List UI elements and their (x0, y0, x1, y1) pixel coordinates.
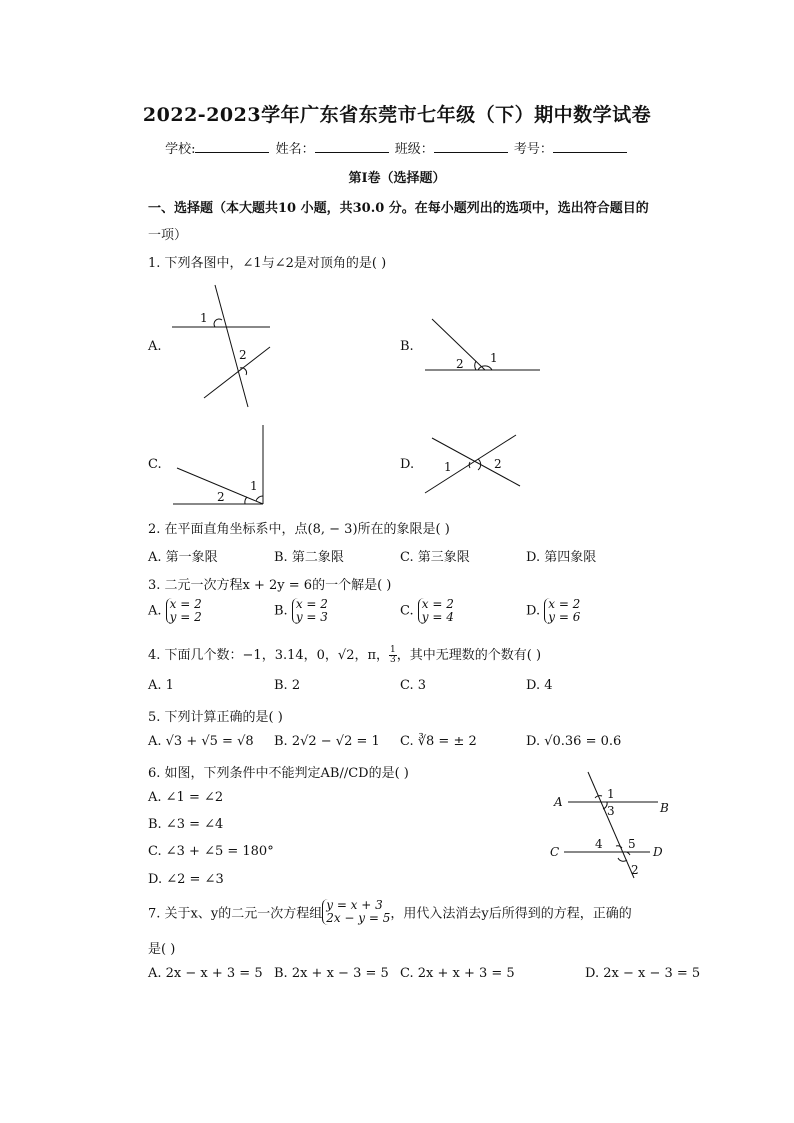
q1-label-c[interactable]: C. (148, 457, 162, 472)
q4-stem: 4. 下面几个数：−1，3.14，0，√2，π， $\frac{1}{3}$，其中无理数的个数有( ) (148, 645, 542, 665)
q1b-angle-1: 1 (490, 351, 498, 365)
q7-system: y = x + 3 2x − y = 5 (322, 899, 390, 925)
school-label: 学校: (165, 142, 196, 157)
school-blank[interactable] (195, 140, 269, 153)
q3-label-c: C. (400, 603, 414, 619)
q1-figure-b (420, 310, 550, 380)
exam-no-blank[interactable] (553, 140, 627, 153)
q7-stem: 7. 关于x、y的二元一次方程组y = x + 3 2x − y = 5，用代入法消去y后所得到的方程，正确的 (148, 898, 632, 925)
q6-option-c[interactable]: C. ∠3 + ∠5 = 180° (148, 844, 274, 859)
q6-angle-3: 3 (607, 804, 615, 818)
q1c-angle-2: 2 (217, 490, 225, 504)
q1-label-b[interactable]: B. (400, 339, 414, 354)
page-title: 2022-2023学年广东省东莞市七年级（下）期中数学试卷 (142, 104, 652, 126)
q6-angle-1: 1 (607, 787, 615, 801)
q6-option-b[interactable]: B. ∠3 = ∠4 (148, 817, 224, 832)
q6-label-a: A (554, 795, 563, 809)
q3-stem: 3. 二元一次方程x + 2y = 6的一个解是( ) (148, 578, 392, 593)
part-header-cont: 一项） (148, 228, 188, 243)
q3-option-c[interactable] (400, 598, 454, 624)
q6-figure (550, 768, 680, 883)
q5-option-b[interactable]: B. 2√2 − √2 = 1 (274, 734, 380, 749)
part-header: 一、选择题（本大题共10 小题，共30.0 分。在每小题列出的选项中，选出符合题目的 (148, 201, 649, 216)
q2-option-c[interactable]: C. 第三象限 (400, 550, 470, 565)
q6-angle-2: 2 (631, 863, 639, 877)
q5-option-c[interactable]: C. ∛8 = ± 2 (400, 734, 477, 749)
q5-option-d[interactable]: D. √0.36 = 0.6 (526, 734, 622, 749)
q6-option-d[interactable]: D. ∠2 = ∠3 (148, 872, 224, 887)
q3-system-c: x = 2 y = 4 (418, 598, 454, 624)
q7-option-c[interactable]: C. 2x + x + 3 = 5 (400, 966, 515, 981)
q1-label-a[interactable]: A. (148, 339, 162, 354)
q1c-angle-1: 1 (250, 479, 258, 493)
q1-stem: 1. 下列各图中，∠1与∠2是对顶角的是( ) (148, 256, 387, 271)
q6-label-c: C (550, 845, 560, 859)
q3-system-b: x = 2 y = 3 (292, 598, 328, 624)
q1-figure-a (160, 280, 280, 410)
section-title: 第Ⅰ卷（选择题） (348, 171, 446, 186)
q3-option-a[interactable] (148, 598, 202, 624)
q4-option-d[interactable]: D. 4 (526, 678, 553, 693)
q5-option-a[interactable]: A. √3 + √5 = √8 (148, 734, 254, 749)
q1a-angle-1: 1 (200, 311, 208, 325)
q1a-angle-2: 2 (239, 348, 247, 362)
q7-option-d[interactable]: D. 2x − x − 3 = 5 (585, 966, 701, 981)
q6-angle-5: 5 (628, 837, 636, 851)
q3-label-d: D. (526, 603, 541, 619)
q1d-angle-2: 2 (494, 457, 502, 471)
q3-option-b[interactable] (274, 598, 328, 624)
q7-option-a[interactable]: A. 2x − x + 3 = 5 (148, 966, 263, 981)
q7-stem-cont: 是( ) (148, 942, 176, 957)
q1b-angle-2: 2 (456, 357, 464, 371)
q2-stem: 2. 在平面直角坐标系中，点(8, − 3)所在的象限是( ) (148, 522, 450, 537)
exam-no-label: 考号： (513, 142, 553, 157)
q2-option-d[interactable]: D. 第四象限 (526, 550, 597, 565)
q3-label-b: B. (274, 603, 288, 619)
q6-option-a[interactable]: A. ∠1 = ∠2 (148, 790, 224, 805)
q1-figure-d (420, 430, 530, 500)
q1-figure-c (165, 420, 275, 510)
q4-option-b[interactable]: B. 2 (274, 678, 301, 693)
q3-system-a: x = 2 y = 2 (166, 598, 202, 624)
q1d-angle-1: 1 (444, 460, 452, 474)
q6-label-d: D (653, 845, 663, 859)
q3-system-d: x = 2 y = 6 (544, 598, 580, 624)
q3-option-d[interactable] (526, 598, 580, 624)
q4-fraction: $\frac{1}{3}$ (390, 645, 396, 665)
name-label: 姓名： (275, 142, 315, 157)
name-blank[interactable] (315, 140, 389, 153)
q3-label-a: A. (148, 603, 162, 619)
q4-option-c[interactable]: C. 3 (400, 678, 427, 693)
q7-option-b[interactable]: B. 2x + x − 3 = 5 (274, 966, 389, 981)
q6-angle-4: 4 (595, 837, 603, 851)
q2-option-a[interactable]: A. 第一象限 (148, 550, 218, 565)
q5-stem: 5. 下列计算正确的是( ) (148, 710, 283, 725)
q2-option-b[interactable]: B. 第二象限 (274, 550, 344, 565)
q1-label-d[interactable]: D. (400, 457, 415, 472)
class-blank[interactable] (434, 140, 508, 153)
q6-stem: 6. 如图，下列条件中不能判定AB//CD的是( ) (148, 766, 409, 781)
class-label: 班级： (394, 142, 434, 157)
student-info-line (0, 138, 794, 157)
q4-option-a[interactable]: A. 1 (148, 678, 174, 693)
q6-label-b: B (660, 801, 669, 815)
